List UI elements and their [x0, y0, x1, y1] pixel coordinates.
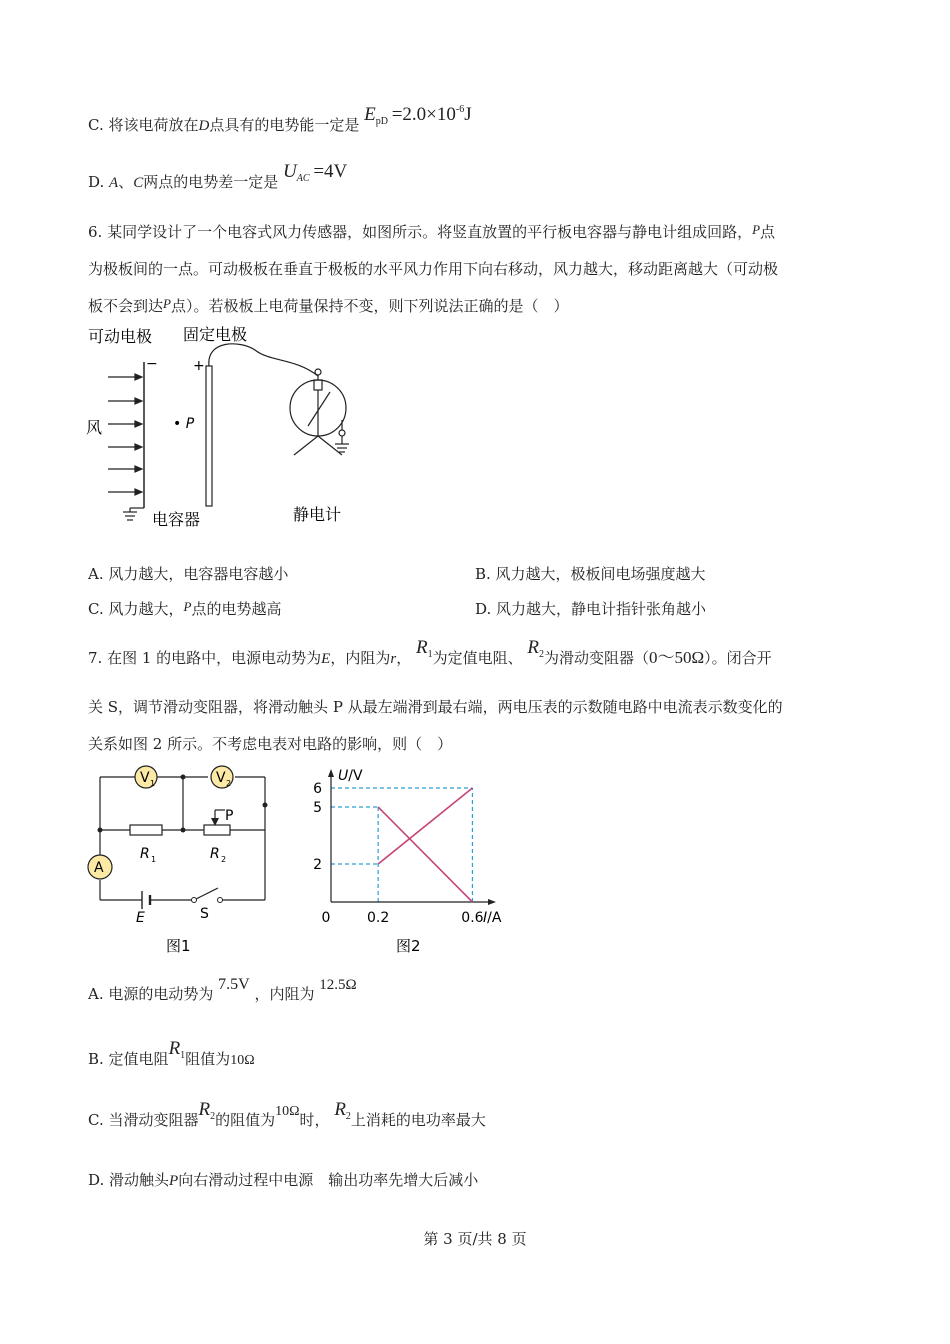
y-tick-label: 2: [313, 857, 322, 873]
ground-symbol-left: [123, 508, 144, 520]
junction-top: [181, 775, 186, 780]
q5-option-c: C. 将该电荷放在D点具有的电势能一定是 $E_{pD} =2.0\times 10^{-6}J$: [88, 104, 472, 134]
q7-option-d: D. 滑动触头P向右滑动过程中电源 输出功率先增大后减小: [88, 1171, 479, 1189]
emf-label: E: [136, 910, 145, 926]
v1-symbol: V: [140, 770, 150, 786]
q6-option-d: D. 风力越大，静电计指针张角越小: [475, 600, 707, 618]
chart-ticks: [313, 781, 484, 926]
q6-stem-line2: 为极板间的一点。可动极板在垂直于极板的水平风力作用下向右移动，风力越大，移动距离越大（可动极: [88, 260, 779, 278]
capacitor-sensor-figure: [80, 320, 380, 535]
resistor-r1: [130, 825, 162, 835]
q7-stem-line3: 关系如图 2 所示。不考虑电表对电路的影响，则（ ）: [88, 735, 453, 753]
q5-option-d: D. A、C两点的电势差一定是 $U_{AC} =4V$: [88, 161, 348, 191]
figure-1-caption: 图1: [166, 937, 191, 955]
r1-sub: 1: [151, 855, 157, 864]
connecting-wire: [209, 344, 318, 376]
q7-stem-line2: 关 S，调节滑动变阻器，将滑动触头 P 从最左端滑到最右端，两电压表的示数随电路中电流表示数变化的: [88, 698, 783, 716]
y-tick-label: 5: [313, 800, 322, 816]
slider-p-label: P: [225, 808, 234, 824]
q6-option-a: A. 风力越大，电容器电容越小: [88, 565, 289, 583]
plus-sign: +: [193, 358, 205, 374]
switch-contact-left: [192, 898, 197, 903]
switch-contact-right: [218, 898, 223, 903]
ui-chart-figure-2: [300, 760, 520, 960]
electrometer: [290, 369, 349, 455]
series-line-rising: [378, 788, 472, 864]
q7-option-c: C. 当滑动变阻器$R_2$的阻值为10Ω时， $R_2$上消耗的电功率最大: [88, 1099, 486, 1129]
origin-label: 0: [321, 910, 331, 926]
ammeter-symbol: A: [94, 860, 104, 876]
junction-right: [263, 803, 268, 808]
movable-plate-label: 可动电极: [88, 327, 153, 346]
r2-sub: 2: [221, 855, 227, 864]
wind-label: 风: [86, 418, 103, 437]
q7-option-a: A. 电源的电动势为 7.5V ，内阻为 12.5Ω: [88, 976, 357, 1003]
v1-sub: 1: [150, 779, 156, 788]
chart-series: [378, 788, 472, 902]
fixed-plate: [206, 366, 212, 506]
q6-stem-line1: 6. 某同学设计了一个电容式风力传感器，如图所示。将竖直放置的平行板电容器与静电计组成回路，P点: [88, 222, 776, 241]
r1-label: R: [140, 846, 150, 862]
q7-option-b: B. 定值电阻$R_1$阻值为10Ω: [88, 1038, 255, 1068]
circuit-wires: [100, 777, 265, 900]
y-axis-label: U/V: [338, 768, 363, 784]
q7-stem-line1: 7. 在图 1 的电路中，电源电动势为E，内阻为r， $R_1$为定值电阻、 $R_2$为滑动变阻器（0～50Ω）。闭合开: [88, 637, 772, 667]
x-tick-label: 0.6: [461, 910, 484, 926]
minus-sign: −: [146, 356, 158, 372]
v2-sub: 2: [226, 779, 232, 788]
circuit-figure-1: [80, 760, 290, 960]
rheostat-r2: [204, 825, 230, 835]
q6-option-c: C. 风力越大，P点的电势越高: [88, 599, 282, 618]
junction-mid: [181, 828, 186, 833]
point-p-label: • P: [173, 416, 195, 432]
x-tick-label: 0.2: [367, 910, 390, 926]
switch-label: S: [200, 906, 209, 922]
electrometer-label: 静电计: [293, 505, 342, 524]
capacitor-label: 电容器: [152, 510, 201, 529]
series-line-falling: [378, 807, 472, 902]
y-axis-arrow: [328, 769, 334, 777]
wind-arrows: [108, 374, 142, 495]
figure-2-caption: 图2: [396, 937, 421, 955]
q6-stem-line3: 板不会到达P点）。若极板上电荷量保持不变，则下列说法正确的是（ ）: [88, 296, 569, 315]
fixed-plate-label: 固定电极: [183, 325, 248, 344]
r2-label: R: [210, 846, 220, 862]
v2-symbol: V: [216, 770, 226, 786]
y-tick-label: 6: [313, 781, 322, 797]
q6-option-b: B. 风力越大，极板间电场强度越大: [475, 565, 706, 583]
junction-left: [98, 828, 103, 833]
page-footer: 第 3 页/共 8 页: [423, 1230, 527, 1248]
x-axis-label: I/A: [483, 910, 502, 926]
x-axis-arrow: [488, 899, 496, 905]
